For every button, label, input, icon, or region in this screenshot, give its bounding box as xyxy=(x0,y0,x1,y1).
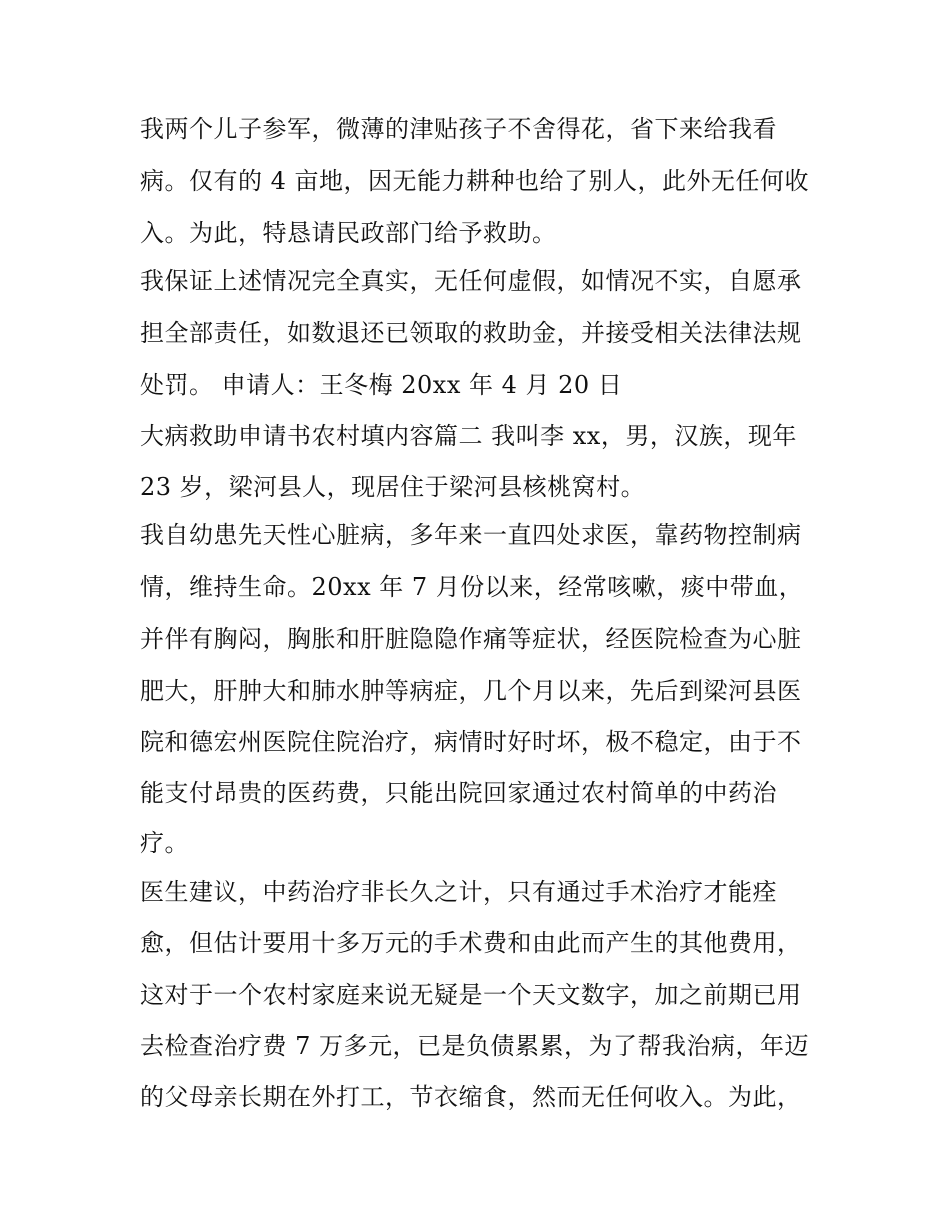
section-heading-line: 大病救助申请书农村填内容篇二 我叫李 xx，男，汉族，现年 xyxy=(140,422,797,450)
text-line: 能支付昂贵的医药费，只能出院回家通过农村简单的中药治 xyxy=(140,779,777,807)
text-line: 我保证上述情况完全真实，无任何虚假，如情况不实，自愿承 xyxy=(140,267,802,295)
text-line: 入。为此，特恳请民政部门给予救助。 xyxy=(140,219,557,247)
text-line: 我自幼患先天性心脏病，多年来一直四处求医，靠药物控制病 xyxy=(140,521,802,549)
text-line: 肥大，肝肿大和肺水肿等病症，几个月以来，先后到梁河县医 xyxy=(140,677,802,705)
text-line: 并伴有胸闷，胸胀和肝脏隐隐作痛等症状，经医院检查为心脏 xyxy=(140,625,802,653)
text-line: 这对于一个农村家庭来说无疑是一个天文数字，加之前期已用 xyxy=(140,981,802,1009)
text-line: 23 岁，梁河县人，现居住于梁河县核桃窝村。 xyxy=(140,473,646,501)
text-line: 的父母亲长期在外打工，节衣缩食，然而无任何收入。为此， xyxy=(140,1083,802,1111)
text-line: 担全部责任，如数退还已领取的救助金，并接受相关法律法规 xyxy=(140,319,802,347)
text-line: 去检查治疗费 7 万多元，已是负债累累，为了帮我治病，年迈 xyxy=(140,1032,810,1060)
text-line: 病。仅有的 4 亩地，因无能力耕种也给了别人，此外无任何收 xyxy=(140,167,810,195)
text-line: 愈，但估计要用十多万元的手术费和由此而产生的其他费用， xyxy=(140,929,802,957)
text-line: 医生建议，中药治疗非长久之计，只有通过手术治疗才能痊 xyxy=(140,878,777,906)
text-line: 我两个儿子参军，微薄的津贴孩子不舍得花，省下来给我看 xyxy=(140,115,777,143)
text-line: 院和德宏州医院住院治疗，病情时好时坏，极不稳定，由于不 xyxy=(140,728,802,756)
text-line: 疗。 xyxy=(140,829,189,857)
text-line: 情，维持生命。20xx 年 7 月份以来，经常咳嗽，痰中带血， xyxy=(140,573,804,601)
signature-line: 处罚。 申请人：王冬梅 20xx 年 4 月 20 日 xyxy=(140,371,623,399)
